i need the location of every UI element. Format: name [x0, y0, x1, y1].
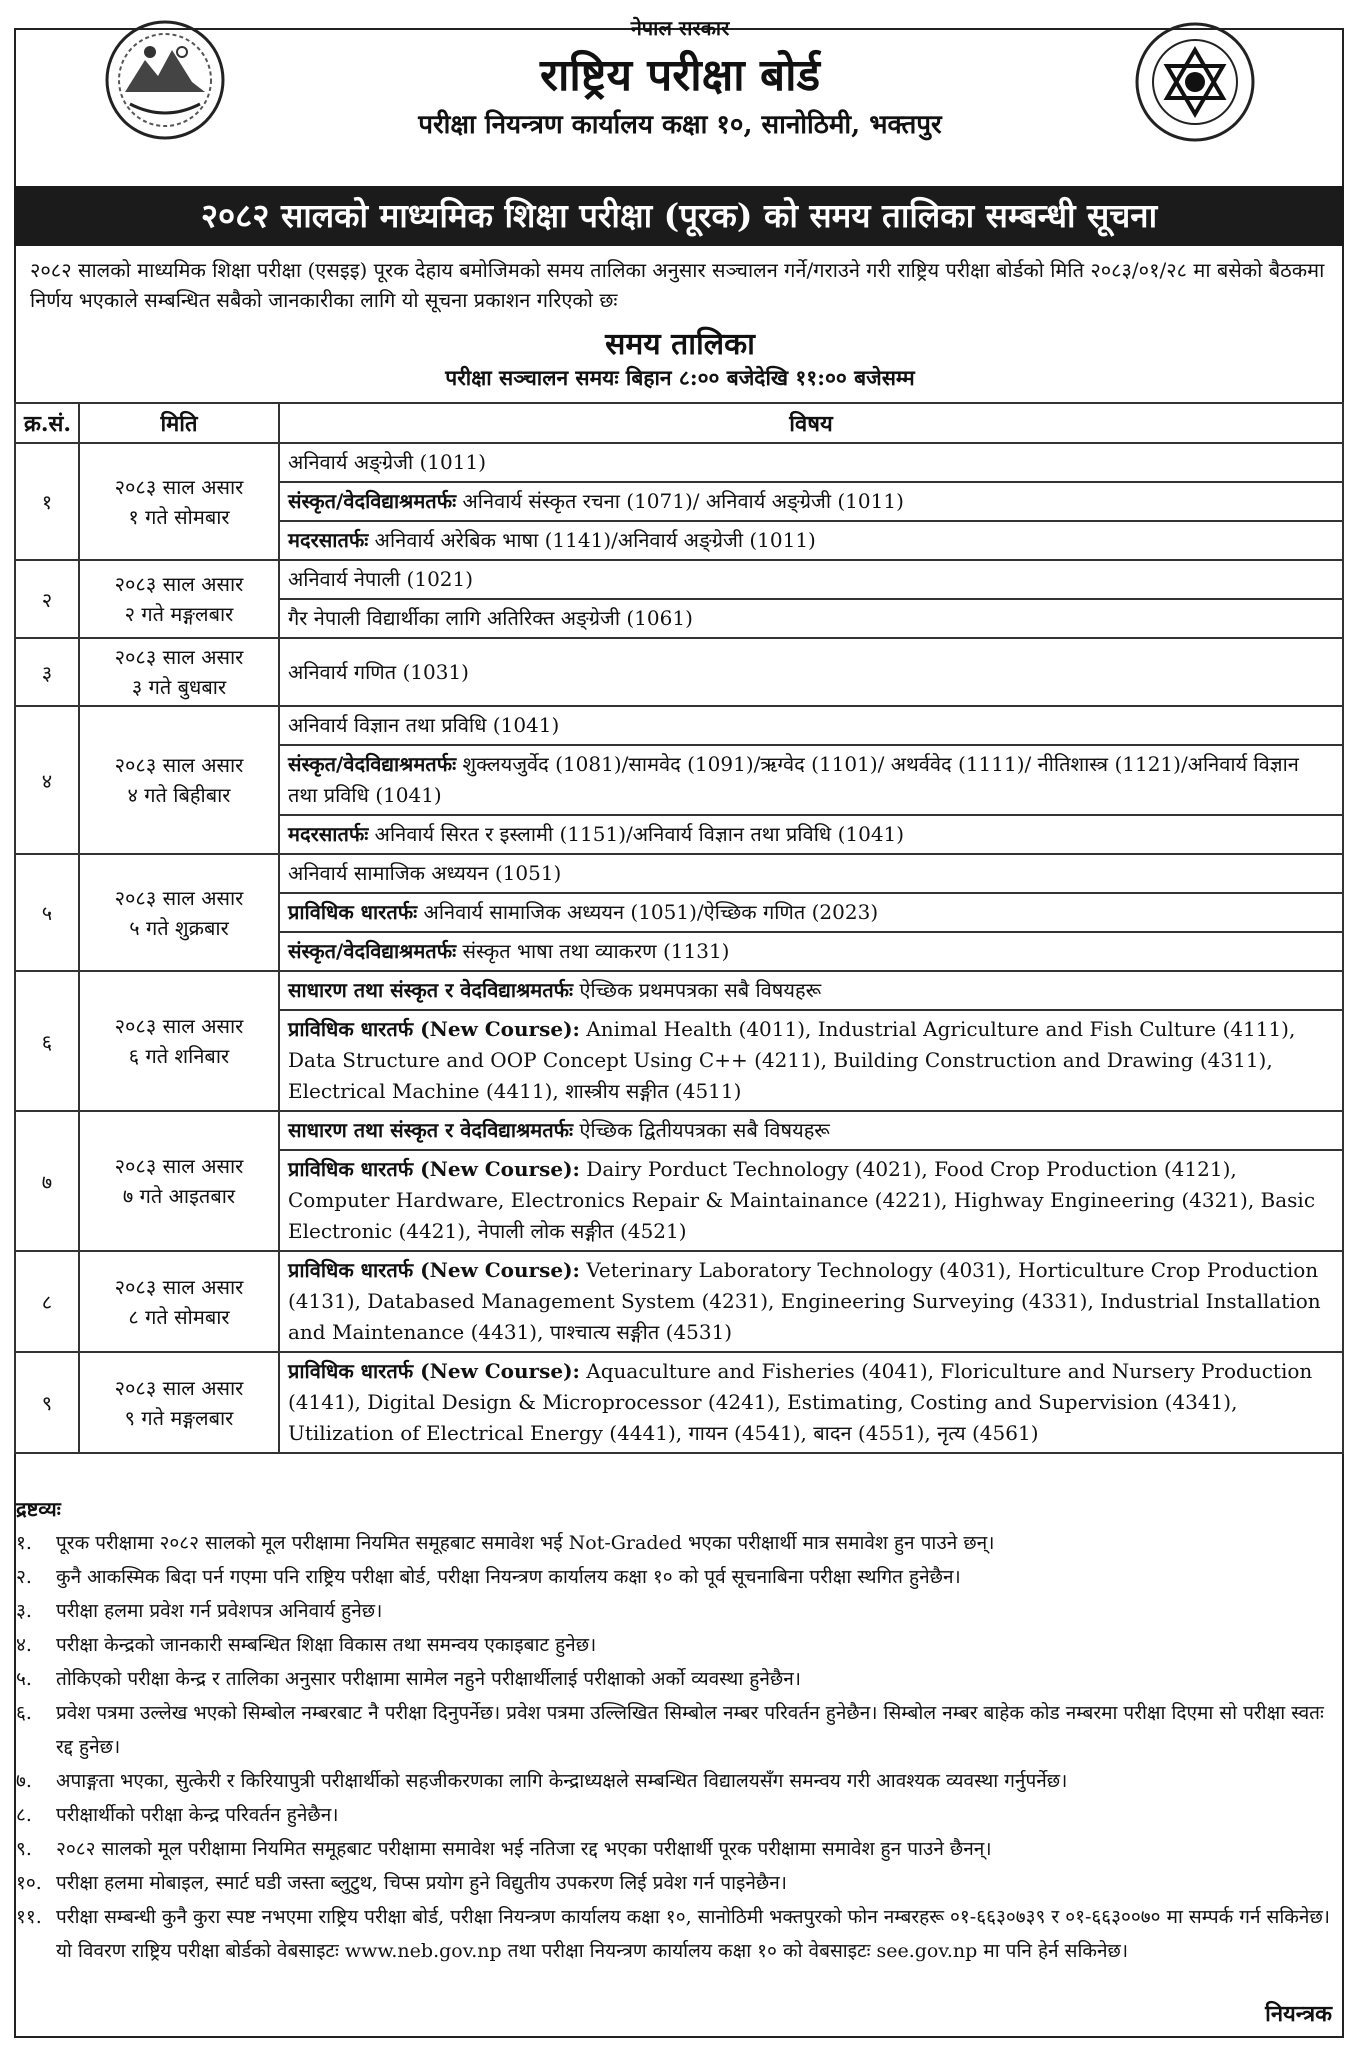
subject-cell: [279, 1111, 1343, 1150]
note-number: ११.: [16, 1906, 42, 1928]
table-row: [15, 971, 1343, 1010]
stream-label: संस्कृत/वेदविद्याश्रमतर्फः: [288, 939, 457, 963]
serial-cell: ३: [15, 638, 79, 706]
subject-cell: [279, 1352, 1343, 1453]
subject-cell: [279, 854, 1343, 893]
subject-text: अनिवार्य गणित (1031): [288, 659, 469, 684]
subject-text: संस्कृत भाषा तथा व्याकरण (1131): [456, 939, 730, 963]
note-text: प्रवेश पत्रमा उल्लेख भएको सिम्बोल नम्बरबाट नै परीक्षा दिनुपर्नेछ। प्रवेश पत्रमा उल्लिखित सिम्बोल नम्बर परिवर्तन हुनेछैन। सिम्बोल नम्बर बाहेक कोड नम्बरमा परीक्षा दिएमा सो परीक्षा स्वतः रद्द हुनेछ।: [56, 1702, 1324, 1758]
subject-text: अनिवार्य अरेबिक भाषा (1141)/अनिवार्य अङ्ग्रेजी (1011): [368, 528, 816, 552]
schedule-title: समय तालिका: [605, 327, 755, 362]
note-number: २.: [16, 1566, 32, 1588]
date-line-1: २०८३ साल असार: [114, 474, 244, 499]
date-cell: [79, 443, 279, 560]
subject-text: Animal Health (4011), Industrial Agriculture and Fish Culture (4111), Data Structure and OOP Concept Using C++ (4211), Building Construction and Drawing (4311), Electrical Machine (4411), शास्त्रीय सङ्गीत (4511): [288, 1017, 1296, 1103]
subject-cell: [279, 599, 1343, 638]
subject-cell: [279, 745, 1343, 815]
note-number: १.: [16, 1532, 32, 1554]
serial-cell: ५: [15, 854, 79, 971]
date-line-2: ९ गते मङ्गलबार: [124, 1405, 234, 1430]
table-header-row: [15, 403, 1343, 443]
note-number: ७.: [16, 1770, 32, 1792]
note-item: [16, 1628, 1336, 1662]
table-row: [15, 1251, 1343, 1352]
date-cell: [79, 1111, 279, 1251]
note-text: कुनै आकस्मिक बिदा पर्न गएमा पनि राष्ट्रिय परीक्षा बोर्ड, परीक्षा नियन्त्रण कार्यालय कक्षा १० को पूर्व सूचनाबिना परीक्षा स्थगित हुनेछैन।: [56, 1566, 961, 1588]
table-row: [15, 638, 1343, 706]
stream-label: प्राविधिक धारतर्फ (New Course):: [288, 1258, 580, 1282]
subject-text: Veterinary Laboratory Technology (4031), Horticulture Crop Production (4131), Databased Management System (4231), Engineering Surveying (4331), Industrial Installation and Maintenance (4431), पाश्चात्य सङ्गीत (4531): [288, 1258, 1321, 1344]
exam-timetable: [14, 402, 1344, 1454]
note-number: ५.: [16, 1668, 32, 1690]
date-line-2: ८ गते सोमबार: [128, 1304, 230, 1329]
date-cell: [79, 854, 279, 971]
stream-label: संस्कृत/वेदविद्याश्रमतर्फः: [288, 752, 457, 776]
notes-heading: द्रष्टव्यः: [16, 1497, 61, 1521]
table-row: [15, 1352, 1343, 1453]
date-cell: [79, 638, 279, 706]
subject-cell: [279, 1010, 1343, 1111]
date-line-2: ६ गते शनिबार: [128, 1044, 230, 1068]
subject-text: अनिवार्य नेपाली (1021): [288, 567, 474, 591]
subject-cell: [279, 560, 1343, 599]
date-line-2: २ गते मङ्गलबार: [124, 602, 234, 626]
date-line-2: ७ गते आइतबार: [122, 1184, 236, 1208]
subject-cell: [279, 815, 1343, 854]
serial-cell: ७: [15, 1111, 79, 1251]
notice-header: [0, 0, 1360, 150]
table-row: [15, 1111, 1343, 1150]
neb-seal-icon: [1120, 12, 1270, 152]
date-line-1: २०८३ साल असार: [114, 572, 244, 596]
note-text: पूरक परीक्षामा २०८२ सालको मूल परीक्षामा नियमित समूहबाट समावेश भई Not-Graded भएका परीक्षार्थी मात्र समावेश हुन पाउने छन्।: [56, 1532, 995, 1554]
note-item: [16, 1696, 1336, 1764]
stream-label: संस्कृत/वेदविद्याश्रमतर्फः: [288, 489, 457, 513]
note-text: परीक्षा सम्बन्धी कुनै कुरा स्पष्ट नभएमा राष्ट्रिय परीक्षा बोर्ड, परीक्षा नियन्त्रण कार्यालय कक्षा १०, सानोठिमी भक्तपुरको फोन नम्बरहरू ०१-६६३०७३९ र ०१-६६३००७० मा सम्पर्क गर्न सकिनेछ। यो विवरण राष्ट्रिय परीक्षा बोर्डको वेबसाइटः www.neb.gov.np तथा परीक्षा नियन्त्रण कार्यालय कक्षा १० को वेबसाइटः see.gov.np मा पनि हेर्न सकिनेछ।: [56, 1906, 1330, 1962]
note-item: [16, 1798, 1336, 1832]
table-row: [15, 560, 1343, 599]
subject-text: अनिवार्य सामाजिक अध्ययन (1051)/ऐच्छिक गणित (2023): [417, 900, 879, 924]
date-line-1: २०८३ साल असार: [114, 1154, 244, 1178]
stream-label: मदरसातर्फः: [288, 822, 369, 846]
subject-text: ऐच्छिक द्वितीयपत्रका सबै विषयहरू: [573, 1118, 830, 1142]
office-address: परीक्षा नियन्त्रण कार्यालय कक्षा १०, सानोठिमी, भक्तपुर: [418, 110, 942, 140]
government-name: नेपाल सरकार: [630, 16, 730, 40]
stream-label: प्राविधिक धारतर्फ (New Course):: [288, 1157, 580, 1181]
note-text: २०८२ सालको मूल परीक्षामा नियमित समूहबाट परीक्षामा समावेश भई नतिजा रद्द भएका परीक्षार्थी पूरक परीक्षामा समावेश हुन पाउने छैनन्।: [56, 1838, 992, 1860]
subject-text: अनिवार्य सामाजिक अध्ययन (1051): [288, 861, 562, 885]
table-row: [15, 706, 1343, 745]
date-line-2: ३ गते बुधबार: [131, 675, 227, 699]
subject-text: शुक्लयजुर्वेद (1081)/सामवेद (1091)/ऋग्वेद (1101)/ अथर्ववेद (1111)/ नीतिशास्त्र (1121)/अनिवार्य विज्ञान तथा प्रविधि (1041): [288, 752, 1299, 807]
note-text: परीक्षा हलमा प्रवेश गर्न प्रवेशपत्र अनिवार्य हुनेछ।: [56, 1600, 383, 1622]
subject-cell: [279, 443, 1343, 482]
stream-label: प्राविधिक धारतर्फ (New Course):: [288, 1359, 580, 1383]
note-text: अपाङ्गता भएका, सुत्केरी र किरियापुत्री परीक्षार्थीको सहजीकरणका लागि केन्द्राध्यक्षले सम्बन्धित विद्यालयसँग समन्वय गरी आवश्यक व्यवस्था गर्नुपर्नेछ।: [56, 1770, 1068, 1792]
note-item: [16, 1526, 1336, 1560]
date-cell: [79, 1352, 279, 1453]
date-line-2: १ गते सोमबार: [128, 504, 230, 529]
header-date: मिति: [79, 403, 279, 443]
subject-text: Dairy Porduct Technology (4021), Food Crop Production (4121), Computer Hardware, Electronics Repair & Maintainance (4221), Highway Engineering (4321), Basic Electronic (4421), नेपाली लोक सङ्गीत (4521): [288, 1157, 1316, 1243]
subject-cell: [279, 1150, 1343, 1251]
date-line-2: ५ गते शुक्रबार: [129, 915, 229, 940]
serial-cell: ८: [15, 1251, 79, 1352]
subject-text: अनिवार्य अङ्ग्रेजी (1011): [288, 450, 486, 474]
subject-text: गैर नेपाली विद्यार्थीका लागि अतिरिक्त अङ्ग्रेजी (1061): [288, 606, 693, 630]
note-number: १०.: [16, 1872, 42, 1894]
note-item: [16, 1662, 1336, 1696]
stream-label: मदरसातर्फः: [288, 528, 369, 552]
note-number: ९.: [16, 1838, 32, 1860]
subject-cell: [279, 482, 1343, 521]
note-item: [16, 1764, 1336, 1798]
serial-cell: २: [15, 560, 79, 638]
note-text: परीक्षा हलमा मोबाइल, स्मार्ट घडी जस्ता ब्लुटुथ, चिप्स प्रयोग हुने विद्युतीय उपकरण लिई प्रवेश गर्न पाइनेछैन।: [56, 1872, 787, 1894]
date-line-1: २०८३ साल असार: [114, 1274, 244, 1299]
date-line-1: २०८३ साल असार: [114, 645, 244, 669]
stream-label: साधारण तथा संस्कृत र वेदविद्याश्रमतर्फः: [288, 1118, 574, 1142]
subject-text: Aquaculture and Fisheries (4041), Floriculture and Nursery Production (4141), Digital Design & Microprocessor (4241), Estimating, Costing and Supervision (4341), Utilization of Electrical Energy (4441), गायन (4541), बादन (4551), नृत्य (4561): [288, 1359, 1313, 1445]
date-line-1: २०८३ साल असार: [114, 753, 244, 777]
date-cell: [79, 706, 279, 854]
date-cell: [79, 1251, 279, 1352]
note-item: [16, 1866, 1336, 1900]
note-number: ४.: [16, 1634, 32, 1656]
subject-cell: [279, 521, 1343, 560]
signature-title: नियन्त्रक: [1265, 2001, 1332, 2027]
header-serial: क्र.सं.: [15, 403, 79, 443]
note-number: ८.: [16, 1804, 32, 1826]
stream-label: प्राविधिक धारतर्फः: [288, 900, 418, 924]
note-text: परीक्षा केन्द्रको जानकारी सम्बन्धित शिक्षा विकास तथा समन्वय एकाइबाट हुनेछ।: [56, 1634, 597, 1656]
subject-text: ऐच्छिक प्रथमपत्रका सबै विषयहरू: [573, 978, 822, 1002]
note-item: [16, 1832, 1336, 1866]
table-row: [15, 443, 1343, 482]
note-text: परीक्षार्थीको परीक्षा केन्द्र परिवर्तन हुनेछैन।: [56, 1804, 339, 1826]
subject-cell: [279, 932, 1343, 971]
notes-section: [16, 1492, 1336, 1968]
stream-label: प्राविधिक धारतर्फ (New Course):: [288, 1017, 580, 1041]
stream-label: साधारण तथा संस्कृत र वेदविद्याश्रमतर्फः: [288, 978, 574, 1002]
board-name: राष्ट्रिय परीक्षा बोर्ड: [539, 50, 821, 101]
date-line-1: २०८३ साल असार: [114, 885, 244, 910]
subject-text: अनिवार्य विज्ञान तथा प्रविधि (1041): [288, 713, 560, 737]
subject-text: अनिवार्य संस्कृत रचना (1071)/ अनिवार्य अङ्ग्रेजी (1011): [456, 489, 904, 513]
date-line-1: २०८३ साल असार: [114, 1014, 244, 1038]
subject-text: अनिवार्य सिरत र इस्लामी (1151)/अनिवार्य विज्ञान तथा प्रविधि (1041): [368, 822, 905, 846]
exam-time: परीक्षा सञ्चालन समयः बिहान ८:०० बजेदेखि ११:०० बजेसम्म: [445, 365, 915, 390]
subject-cell: [279, 638, 1343, 706]
intro-paragraph: २०८२ सालको माध्यमिक शिक्षा परीक्षा (एसइइ) पूरक देहाय बमोजिमको समय तालिका अनुसार सञ्चालन गर्ने/गराउने गरी राष्ट्रिय परीक्षा बोर्डको मिति २०८३/०१/२८ मा बसेको बैठकमा निर्णय भएकाले सम्बन्धित सबैको जानकारीका लागि यो सूचना प्रकाशन गरिएको छः: [30, 258, 1325, 312]
note-number: ३.: [16, 1600, 32, 1622]
note-item: [16, 1900, 1336, 1968]
notice-title-banner: २०८२ सालको माध्यमिक शिक्षा परीक्षा (पूरक) को समय तालिका सम्बन्धी सूचना: [14, 186, 1344, 246]
note-text: तोकिएको परीक्षा केन्द्र र तालिका अनुसार परीक्षामा सामेल नहुने परीक्षार्थीलाई परीक्षाको अर्को व्यवस्था हुनेछैन।: [56, 1668, 801, 1690]
date-line-2: ४ गते बिहीबार: [127, 783, 231, 807]
note-item: [16, 1560, 1336, 1594]
date-line-1: २०८३ साल असार: [114, 1375, 244, 1400]
subject-cell: [279, 706, 1343, 745]
subject-cell: [279, 971, 1343, 1010]
serial-cell: ९: [15, 1352, 79, 1453]
date-cell: [79, 971, 279, 1111]
note-item: [16, 1594, 1336, 1628]
nepal-government-emblem-icon: [90, 12, 240, 152]
date-cell: [79, 560, 279, 638]
serial-cell: ६: [15, 971, 79, 1111]
header-subject: विषय: [279, 403, 1343, 443]
subject-cell: [279, 1251, 1343, 1352]
subject-cell: [279, 893, 1343, 932]
note-number: ६.: [16, 1702, 32, 1724]
serial-cell: १: [15, 443, 79, 560]
serial-cell: ४: [15, 706, 79, 854]
table-row: [15, 854, 1343, 893]
